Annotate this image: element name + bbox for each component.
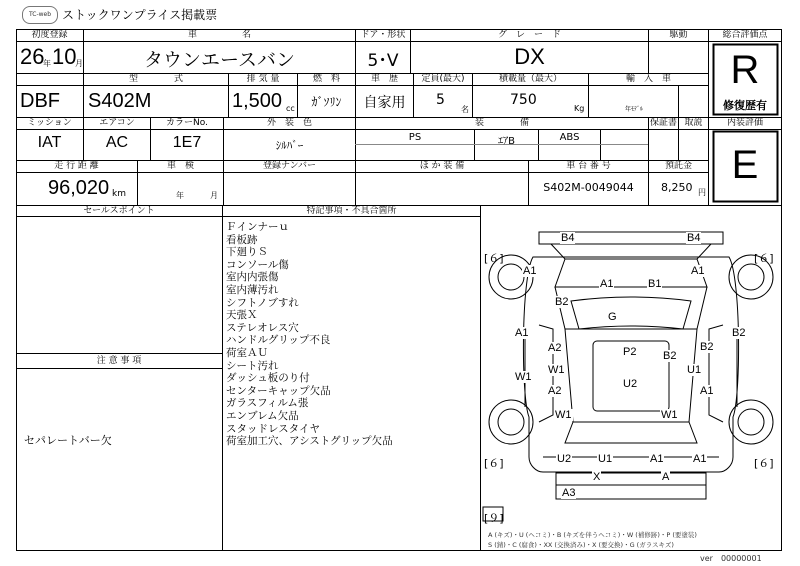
damage-mark: W1 — [661, 409, 678, 421]
note-item: ダッシュ板のり付 — [226, 372, 310, 385]
label-chassis: 車 台 番 号 — [566, 161, 611, 171]
version: ver 00000001 — [700, 554, 762, 563]
label-notes: 特記事項・不具合箇所 — [306, 206, 397, 216]
price-value: 8,250 — [661, 181, 693, 194]
tire-front-left: [６] — [484, 252, 504, 265]
label-drive: 駆動 — [669, 30, 688, 40]
note-item: Ｆインナーｕ — [226, 221, 289, 233]
note-item: 荷室加工穴、アシストグリップ欠品 — [226, 435, 393, 448]
damage-mark: U1 — [598, 453, 613, 465]
label-mission: ミッション — [27, 118, 72, 128]
inspection-year-unit: 年 — [176, 191, 184, 200]
note-item: 下廻りＳ — [226, 246, 268, 259]
car-name-value: タウンエースバン — [143, 49, 296, 71]
damage-mark: B4 — [561, 232, 575, 244]
damage-mark: A1 — [515, 327, 529, 339]
damage-mark: A1 — [523, 265, 537, 277]
fuel-value: ｶﾞｿﾘﾝ — [311, 95, 342, 109]
damage-mark: A2 — [548, 342, 562, 354]
label-equipment: 装 備 — [474, 118, 529, 128]
damage-mark: A1 — [700, 385, 714, 397]
damage-mark: P2 — [623, 346, 637, 358]
tire-rear-right: [６] — [754, 457, 774, 470]
label-overall-eval: 総合評価点 — [722, 30, 768, 40]
damage-mark: X — [593, 471, 601, 483]
note-item: コンソール傷 — [226, 258, 289, 271]
capacity-value: 5 — [436, 92, 445, 108]
first-reg-month: 10 — [52, 44, 77, 69]
damage-mark: A3 — [562, 487, 576, 499]
label-others: ほ か 装 備 — [419, 161, 465, 171]
overall-eval-value: R — [730, 48, 760, 92]
damage-mark: A2 — [548, 385, 562, 397]
cc-unit: cc — [286, 104, 295, 113]
note-item: 看板跡 — [226, 233, 258, 246]
first-reg-year: 26 — [20, 44, 45, 69]
damage-mark: B2 — [555, 296, 569, 308]
label-price: 預託金 — [664, 161, 692, 171]
note-item: 荷室ＡＵ — [226, 346, 268, 359]
damage-mark: B2 — [700, 341, 714, 353]
model-prefix: DBF — [20, 90, 60, 112]
inspection-month-unit: 月 — [210, 191, 218, 200]
damage-mark: U2 — [623, 378, 638, 390]
note-item: スタッドレスタイヤ — [226, 422, 320, 435]
month-unit: 月 — [75, 59, 83, 68]
label-load: 積載量（最大） — [498, 74, 562, 84]
person-unit: 名 — [461, 105, 469, 114]
equip-abs: ABS — [559, 132, 580, 143]
note-item: ステレオレス穴 — [226, 321, 299, 334]
damage-mark: U1 — [687, 364, 702, 376]
mileage-value: 96,020 — [48, 177, 110, 199]
load-value: 750 — [510, 92, 537, 108]
chassis-value: S402M-0049044 — [543, 181, 634, 194]
notes-list — [226, 221, 476, 448]
label-door-shape: ドア・形状 — [360, 30, 406, 40]
displacement-value: 1,500 — [232, 90, 283, 112]
yen-unit: 円 — [698, 188, 706, 197]
note-item: ハンドルグリップ不良 — [226, 334, 331, 347]
repair-history: 修復歴有 — [723, 99, 767, 112]
km-unit: km — [112, 189, 126, 199]
note-item: 室内薄汚れ — [226, 283, 279, 296]
label-aircon: エアコン — [99, 118, 135, 128]
damage-mark: U2 — [557, 453, 572, 465]
note-item: 天張Ｘ — [226, 309, 258, 322]
note-item: ガラスフィルム張 — [226, 397, 309, 410]
label-ext-color: 外 装 色 — [266, 118, 312, 128]
label-plate: 登録ナンバー — [263, 161, 316, 171]
note-item: シフトノブすれ — [226, 296, 299, 309]
label-fuel: 燃 料 — [312, 74, 340, 84]
note-item: センターキャップ欠品 — [226, 384, 331, 397]
model-value: S402M — [88, 90, 152, 112]
label-interior-eval: 内装評価 — [726, 118, 763, 128]
damage-mark: W1 — [555, 409, 572, 421]
label-mileage: 走 行 距 離 — [54, 161, 99, 171]
ext-color-value: ｼﾙﾊﾞｰ — [275, 139, 304, 152]
interior-eval-value: E — [731, 143, 759, 187]
label-manual: 取説 — [684, 118, 703, 128]
label-first-reg: 初度登録 — [31, 30, 68, 40]
tire-front-right: [６] — [754, 252, 774, 265]
damage-mark: B2 — [732, 327, 746, 339]
damage-mark: A1 — [600, 278, 614, 290]
equip-airbag: ｴｱB — [498, 136, 515, 147]
damage-mark: B4 — [687, 232, 701, 244]
spare-tire: [９] — [484, 512, 504, 525]
legend-line-1: A (キズ)・U (ヘコミ)・B (キズを伴うヘコミ)・W (補修跡)・P (要塗装) — [488, 531, 697, 539]
door-shape-value: 5･V — [367, 51, 399, 71]
label-grade: グ レ ー ド — [497, 30, 561, 40]
mission-value: IAT — [37, 134, 62, 151]
label-caution: 注 意 事 項 — [96, 356, 142, 366]
legend-line-2: S (錆)・C (腐食)・XX (交換済み)・X (要交換)・G (ガラスキズ) — [488, 541, 674, 549]
label-color-no: カラーNo. — [166, 118, 208, 128]
color-no-value: 1E7 — [172, 134, 202, 151]
page-title: ストックワンプライス掲載票 — [62, 8, 218, 22]
damage-mark: W1 — [515, 371, 532, 383]
note-item: 室内内張傷 — [226, 271, 279, 284]
damage-mark: B1 — [648, 278, 662, 290]
label-capacity: 定員(最大) — [421, 74, 465, 84]
damage-mark: A1 — [693, 453, 707, 465]
aircon-value: AC — [105, 134, 129, 151]
damage-mark: A1 — [650, 453, 664, 465]
kg-unit: Kg — [574, 104, 585, 113]
year-unit: 年 — [43, 59, 51, 68]
damage-mark: B2 — [663, 350, 677, 362]
label-displacement: 排 気 量 — [246, 74, 280, 84]
label-model: 型 式 — [128, 74, 183, 84]
label-history: 車 歴 — [370, 74, 398, 84]
note-item: エンブレム欠品 — [226, 409, 299, 422]
note-item: シート汚れ — [226, 359, 279, 372]
damage-mark: W1 — [548, 364, 565, 376]
tire-rear-left: [６] — [484, 457, 504, 470]
caution-text: セパレートバー欠 — [24, 434, 112, 447]
grade-value: DX — [514, 44, 545, 69]
damage-mark: A1 — [691, 265, 705, 277]
label-car-name: 車 名 — [187, 30, 251, 40]
label-import: 輸 入 車 — [625, 74, 671, 84]
damage-mark: A — [662, 471, 670, 483]
label-warranty: 保証書 — [649, 118, 677, 128]
label-inspection: 車 検 — [166, 161, 194, 171]
damage-mark: G — [608, 311, 617, 323]
logo: TC-web — [22, 6, 58, 24]
history-value: 自家用 — [363, 95, 406, 111]
equip-ps: PS — [408, 132, 422, 143]
year-model-unit: 年ﾓﾃﾞﾙ — [625, 106, 644, 113]
label-sales-point: セールスポイント — [83, 206, 155, 216]
